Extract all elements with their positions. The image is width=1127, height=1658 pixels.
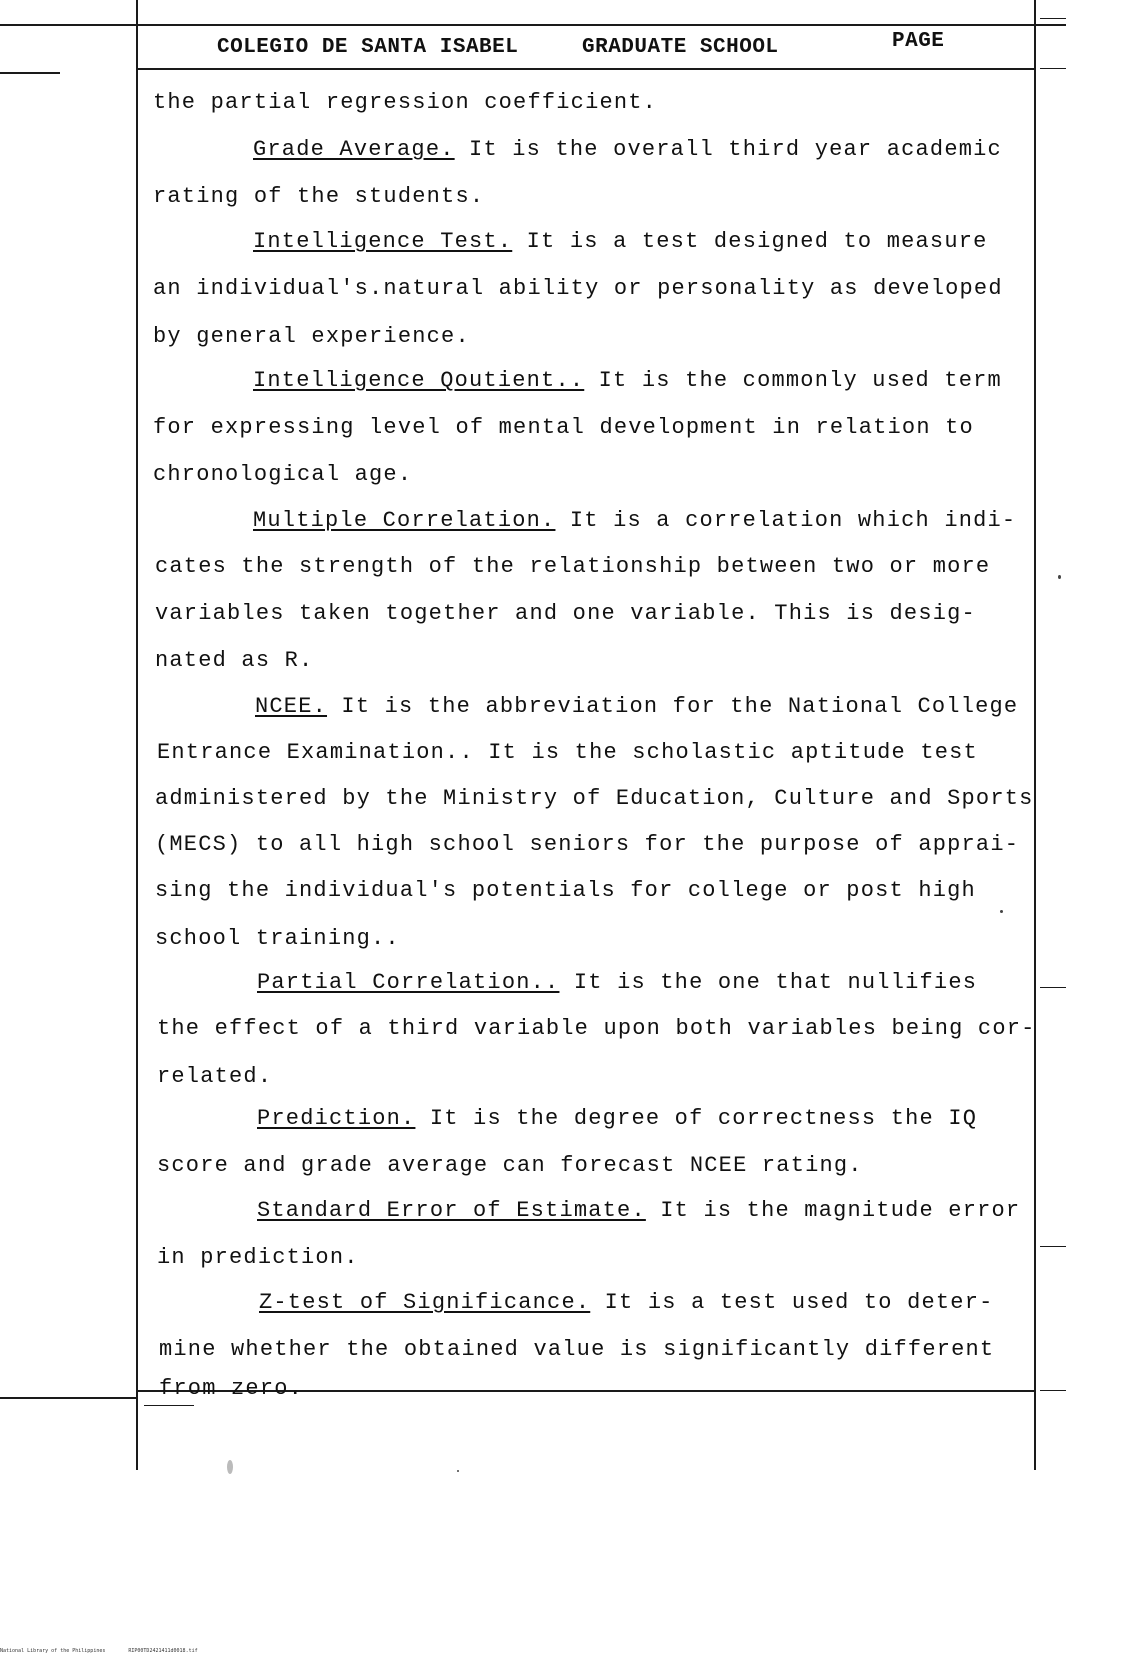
definition-intelligence-test — [253, 231, 988, 253]
bottom-left-tick — [0, 1397, 136, 1399]
outer-tick-top — [0, 72, 60, 74]
right-tick-3 — [1040, 987, 1066, 988]
right-tick-2 — [1040, 68, 1066, 69]
term-standard-error: Standard Error of Estimate. — [257, 1198, 646, 1223]
definition-text: It is the overall third year academic — [469, 137, 1002, 162]
scan-footer — [0, 1648, 198, 1654]
definition-line: for expressing level of mental development in relation to — [153, 415, 974, 440]
bottom-left-tick-2 — [144, 1405, 194, 1406]
definition-line: chronological age. — [153, 462, 413, 487]
definition-z-test — [259, 1292, 994, 1314]
definition-line: in prediction. — [157, 1245, 359, 1270]
definition-ncee — [255, 696, 1018, 718]
definition-line: related. — [157, 1064, 273, 1089]
definition-line: by general experience. — [153, 324, 470, 349]
right-tick-5 — [1040, 1390, 1066, 1391]
definition-line: school training.. — [155, 926, 400, 951]
definition-multiple-correlation — [253, 510, 1016, 532]
institution-name: COLEGIO DE SANTA ISABEL — [217, 36, 519, 59]
term-intelligence-test: Intelligence Test. — [253, 229, 513, 254]
scan-speck — [227, 1460, 233, 1474]
definition-line: rating of the students. — [153, 184, 485, 209]
definition-line: nated as R. — [155, 648, 314, 673]
definition-line: Entrance Examination.. It is the scholastic aptitude test — [157, 740, 978, 765]
definition-line: sing the individual's potentials for college or post high — [155, 878, 976, 903]
definition-grade-average — [253, 139, 1002, 161]
definition-line: mine whether the obtained value is significantly different — [159, 1337, 995, 1362]
definition-line: variables taken together and one variable. This is desig- — [155, 601, 976, 626]
definition-text: It is a test used to deter- — [604, 1290, 994, 1315]
definition-intelligence-quotient — [253, 370, 1002, 392]
term-prediction: Prediction. — [257, 1106, 416, 1131]
file-id: RIP00TD2421411d0018.tif — [128, 1648, 198, 1654]
definition-line: administered by the Ministry of Education, Culture and Sports — [155, 786, 1034, 811]
definition-line: an individual's.natural ability or personality as developed — [153, 276, 1003, 301]
definition-prediction — [257, 1108, 977, 1130]
definition-line: cates the strength of the relationship between two or more — [155, 554, 991, 579]
scan-speck — [457, 1470, 459, 1472]
page-label: PAGE — [892, 30, 945, 53]
definition-standard-error — [257, 1200, 1020, 1222]
definition-text: It is the magnitude error — [660, 1198, 1021, 1223]
definition-text: It is the abbreviation for the National College — [341, 694, 1019, 719]
definition-line: from zero. — [159, 1376, 304, 1401]
page-header — [150, 26, 1040, 66]
right-tick-4 — [1040, 1246, 1066, 1247]
term-grade-average: Grade Average. — [253, 137, 455, 162]
definition-text: It is a test designed to measure — [526, 229, 988, 254]
intro-line: the partial regression coefficient. — [153, 90, 658, 115]
definition-line: score and grade average can forecast NCEE rating. — [157, 1153, 863, 1178]
definition-text: It is a correlation which indi- — [569, 508, 1017, 533]
definition-partial-correlation — [257, 972, 977, 994]
definition-text: It is the degree of correctness the IQ — [429, 1106, 978, 1131]
header-bottom-rule — [138, 68, 1034, 70]
school-name: GRADUATE SCHOOL — [582, 36, 779, 59]
right-margin-rule — [1034, 0, 1036, 1470]
right-tick-1 — [1040, 18, 1066, 19]
term-intelligence-quotient: Intelligence Qoutient.. — [253, 368, 585, 393]
term-partial-correlation: Partial Correlation.. — [257, 970, 560, 995]
term-z-test: Z-test of Significance. — [259, 1290, 591, 1315]
definition-line: (MECS) to all high school seniors for the purpose of apprai- — [155, 832, 1020, 857]
scan-speck — [1058, 575, 1061, 579]
definition-text: It is the commonly used term — [598, 368, 1002, 393]
library-stamp: National Library of the Philippines — [0, 1648, 106, 1654]
definition-text: It is the one that nullifies — [573, 970, 978, 995]
definition-line: the effect of a third variable upon both variables being cor- — [157, 1016, 1036, 1041]
term-ncee: NCEE. — [255, 694, 328, 719]
scan-speck — [1000, 910, 1003, 913]
term-multiple-correlation: Multiple Correlation. — [253, 508, 556, 533]
left-margin-rule — [136, 0, 138, 1470]
